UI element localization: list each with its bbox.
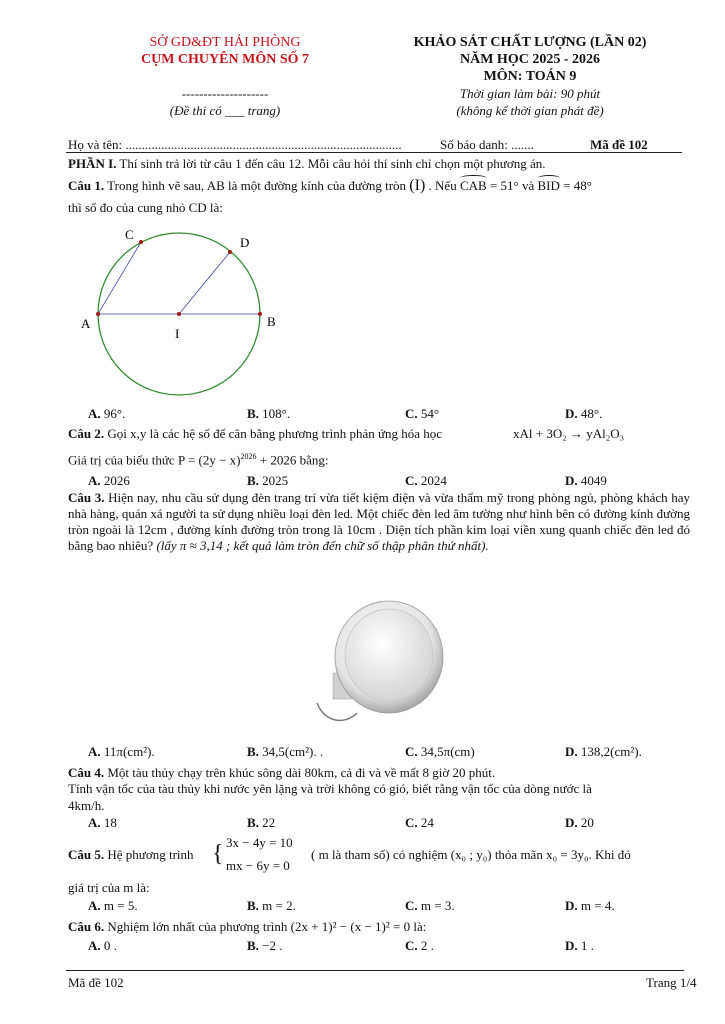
circle-diagram [75,225,300,400]
q4-option-b[interactable]: B. 22 [247,815,276,830]
q5-equation-1: 3x − 4y = 10 [226,835,293,850]
point-B [258,312,262,316]
q4-text: Câu 4. Một tàu thủy chạy trên khúc sông dài 80km, cả đi và về mất 8 giờ 20 phút. [68,765,496,780]
header-dashes: -------------------- [181,86,269,101]
q4-label: Câu 4. [68,765,105,780]
subject: MÔN: TOÁN 9 [483,69,577,84]
q3-option-d[interactable]: D. 138,2(cm²). [565,744,642,759]
exam-title: KHẢO SÁT CHẤT LƯỢNG (LẦN 02) [413,35,647,50]
system-brace: { [212,841,224,867]
q5-text-line2: giá trị của m là: [68,880,150,895]
cluster-name: CỤM CHUYÊN MÔN SỐ 7 [141,52,309,67]
exam-code: Mã đề 102 [590,137,648,152]
part1-instructions: PHẦN I. Thí sinh trả lời từ câu 1 đến câu 12. Mỗi câu hỏi thí sinh chỉ chọn một phương án. [68,156,546,171]
footer-exam-code: Mã đề 102 [68,975,124,990]
label-B: B [267,314,276,329]
label-I: I [175,326,180,341]
q3-option-a[interactable]: A. 11π(cm²). [88,744,155,759]
header-divider [66,152,682,153]
page-number: Trang 1/4 [646,975,697,990]
q4-option-c[interactable]: C. 24 [405,815,434,830]
label-D: D [240,235,250,250]
q3-label: Câu 3. [68,490,105,505]
chord-AC [98,242,141,314]
student-id-field: Số báo danh: ....... [440,137,534,152]
q3-text: Câu 3. Hiện nay, nhu cầu sử dụng đèn trang trí vừa tiết kiệm điện và vừa thẩm mỹ trong phòng ngủ, phòng khách hay nhà hàng, quán xá người ta sử dụng nhiều loại đèn led. Một chiếc đèn led âm tường như hình bên có đường kính đường tròn ngoài là 12cm , đường kính đường tròn trong là 10cm . Diện tích phần kim loại viền xung quanh chiếc đèn led đó bằng bao nhiêu? (lấy π ≈ 3,14 ; kết quả làm tròn đến chữ số thập phân thứ nhất). [68,490,690,553]
department-name: SỞ GD&ĐT HẢI PHÒNG [149,35,301,50]
q3-option-b[interactable]: B. 34,5(cm²). . [247,744,324,759]
q5-text-continued: ( m là tham số) có nghiệm (x₀ ; y₀) thỏa mãn x₀ = 3y₀. Khi đó [311,847,631,862]
label-A: A [81,316,91,331]
q5-option-b[interactable]: B. m = 2. [247,898,296,913]
q5-text: Câu 5. Hệ phương trình [68,847,194,862]
school-year: NĂM HỌC 2025 - 2026 [460,52,600,67]
q6-option-b[interactable]: B. −2 . [247,938,283,953]
q6-option-a[interactable]: A. 0 . [88,938,117,953]
q4-text-line2: Tính vận tốc của tàu thủy khi nước yên lặng và trời không có gió, biết rằng vận tốc của dòng nước là [68,781,592,796]
q6-text: Câu 6. Nghiệm lớn nhất của phương trình (2x + 1)² − (x − 1)² = 0 là: [68,919,427,934]
label-C: C [125,227,134,242]
radius-ID [179,252,230,314]
q4-text-line3: 4km/h. [68,798,105,813]
q2-option-c[interactable]: C. 2024 [405,473,447,488]
q1-option-d[interactable]: D. 48°. [565,406,603,421]
q4-option-a[interactable]: A. 18 [88,815,117,830]
q1-option-a[interactable]: A. 96°. [88,406,126,421]
q1-label: Câu 1. [68,178,105,193]
q4-option-d[interactable]: D. 20 [565,815,594,830]
q6-option-d[interactable]: D. 1 . [565,938,594,953]
q5-equation-2: mx − 6y = 0 [226,858,290,873]
point-C [139,240,143,244]
q5-label: Câu 5. [68,847,105,862]
q5-option-c[interactable]: C. m = 3. [405,898,455,913]
q5-option-d[interactable]: D. m = 4. [565,898,615,913]
q2-equation: xAl + 3O₂ → yAl₂O₃ [513,426,625,441]
q6-label: Câu 6. [68,919,105,934]
duration-note: (không kể thời gian phát đề) [456,103,604,118]
q2-option-d[interactable]: D. 4049 [565,473,607,488]
q5-option-a[interactable]: A. m = 5. [88,898,138,913]
q2-text-line2: Giá trị của biểu thức $P = (2y - x)^{2026} + 2026$ bằng: [68,452,329,468]
point-I [177,312,181,316]
q3-option-c[interactable]: C. 34,5π(cm) [405,744,475,759]
page-count-note: (Đề thi có ___ trang) [169,103,281,118]
q2-option-a[interactable]: A. 2026 [88,473,130,488]
point-D [228,250,232,254]
footer-divider [66,970,684,971]
q6-option-c[interactable]: C. 2 . [405,938,434,953]
q1-text-line2: thì số đo của cung nhỏ CD là: [68,200,223,215]
q2-text: Câu 2. Gọi x,y là các hệ số để cân bằng phương trình phản ứng hóa học [68,426,443,441]
point-A [96,312,100,316]
q1-text: Câu 1. Trong hình vẽ sau, AB là một đường kính của đường tròn (I) . Nếu CAB = 51° và BID = 48° [68,177,592,194]
q2-option-b[interactable]: B. 2025 [247,473,289,488]
student-name-field: Họ và tên: ..................................................................................... [68,137,402,152]
q2-label: Câu 2. [68,426,105,441]
q1-option-b[interactable]: B. 108°. [247,406,291,421]
led-lamp-image [305,595,450,735]
q1-option-c[interactable]: C. 54° [405,406,440,421]
exam-duration: Thời gian làm bài: 90 phút [459,86,601,101]
